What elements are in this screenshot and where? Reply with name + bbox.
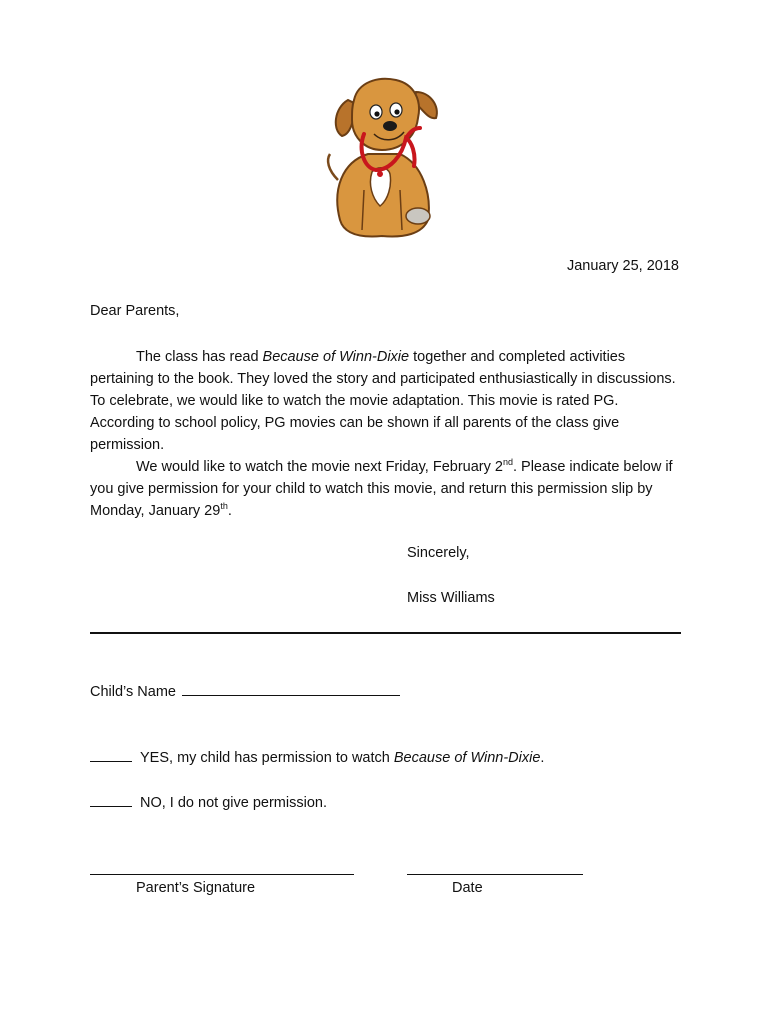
book-title: Because of Winn-Dixie — [262, 349, 410, 365]
letter-date: January 25, 2018 — [566, 258, 679, 274]
yes-option: YES, my child has permission to watch Because of Winn-Dixie. — [90, 747, 544, 766]
child-name-blank[interactable] — [182, 681, 400, 696]
letter-body — [90, 346, 680, 522]
yes-blank[interactable] — [90, 747, 132, 762]
sender-name: Miss Williams — [407, 590, 495, 606]
no-blank[interactable] — [90, 792, 132, 807]
date-blank[interactable] — [407, 858, 583, 875]
paragraph-2: We would like to watch the movie next Friday, February 2nd. Please indicate below if you give permission for your child to watch this movie, and return this permission slip by Monday, January 29th. — [90, 457, 673, 519]
signature-blank[interactable] — [90, 858, 354, 875]
cut-line-divider — [90, 632, 681, 634]
child-name-label: Child’s Name — [90, 684, 176, 700]
salutation: Dear Parents, — [90, 303, 180, 319]
puppy-with-leash-icon — [318, 70, 446, 242]
no-option: NO, I do not give permission. — [90, 792, 327, 811]
child-name-field — [90, 681, 400, 700]
date-label: Date — [452, 880, 483, 896]
closing: Sincerely, — [407, 545, 470, 561]
signature-label: Parent’s Signature — [136, 880, 256, 896]
paragraph-1: The class has read Because of Winn-Dixie together and completed activities pertaining to the book. They loved the story and participated enthusiastically in discussions. To celebrate, we would like to watch the movie adaptation. This movie is rated PG. According to school policy, PG movies can be shown if all parents of the class give permission. — [90, 349, 676, 453]
